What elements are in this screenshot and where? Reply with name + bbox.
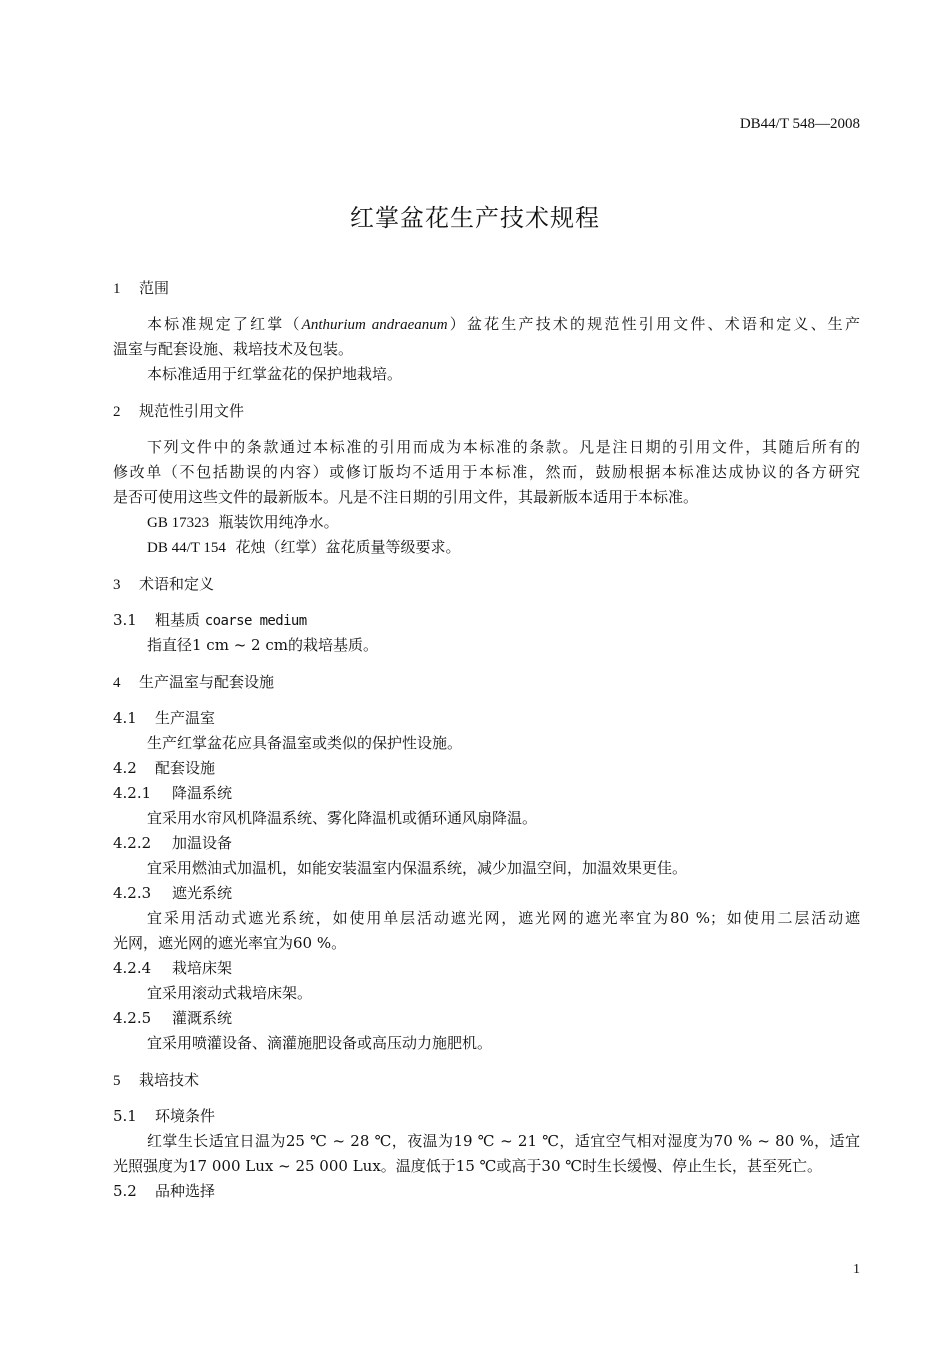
subsection-title: 栽培床架 bbox=[172, 959, 233, 977]
subsection-title: 品种选择 bbox=[155, 1182, 216, 1200]
subsection-number: 4.1 bbox=[113, 709, 137, 727]
reference-code: DB 44/T 154 bbox=[147, 540, 226, 556]
term-definition: 指直径1 cm ~ 2 cm的栽培基质。 bbox=[147, 636, 378, 654]
subsection-number: 4.2.1 bbox=[113, 784, 152, 802]
section-3-heading bbox=[113, 572, 860, 597]
term-english: coarse medium bbox=[204, 613, 307, 629]
subsection-4-1-text: 生产红掌盆花应具备温室或类似的保护性设施。 bbox=[147, 734, 463, 752]
subsection-number: 4.2.3 bbox=[113, 884, 152, 902]
section-number: 3 bbox=[113, 577, 121, 593]
section-2-paragraph-line-1: 下列文件中的条款通过本标准的引用而成为本标准的条款。凡是注日期的引用文件，其随后所有的 bbox=[147, 438, 860, 456]
subsection-4-2-5-heading bbox=[113, 1006, 860, 1031]
section-2-paragraph-line-2: 修改单（不包括勘误的内容）或修订版均不适用于本标准，然而，鼓励根据本标准达成协议的各方研究 bbox=[113, 463, 860, 481]
subsection-4-2-3-text-line-2: 光网，遮光网的遮光率宜为60 %。 bbox=[113, 934, 347, 952]
section-number: 4 bbox=[113, 675, 121, 691]
subsection-4-2-1-text: 宜采用水帘风机降温系统、雾化降温机或循环通风扇降温。 bbox=[147, 809, 538, 827]
subsection-4-1-heading bbox=[113, 706, 860, 731]
subsection-5-1-text-line-2: 光照强度为17 000 Lux ~ 25 000 Lux。温度低于15 ℃或高于30 ℃时生长缓慢、停止生长，甚至死亡。 bbox=[113, 1157, 823, 1175]
text-segment: 本标准规定了红掌（ bbox=[147, 315, 302, 333]
subsection-4-2-1-heading bbox=[113, 781, 860, 806]
subsection-title: 降温系统 bbox=[172, 784, 233, 802]
reference-title: 瓶装饮用纯净水。 bbox=[218, 513, 339, 531]
section-1-heading bbox=[113, 276, 860, 301]
subsection-title: 配套设施 bbox=[155, 759, 216, 777]
subsection-4-2-4-heading bbox=[113, 956, 860, 981]
section-number: 2 bbox=[113, 404, 121, 420]
section-title: 栽培技术 bbox=[139, 1071, 200, 1089]
subsection-5-1-text-line-1: 红掌生长适宜日温为25 ℃ ~ 28 ℃，夜温为19 ℃ ~ 21 ℃，适宜空气相对湿度为70 % ~ 80 %，适宜 bbox=[147, 1132, 860, 1150]
subsection-number: 4.2.4 bbox=[113, 959, 152, 977]
section-2-paragraph-line-3: 是否可使用这些文件的最新版本。凡是不注日期的引用文件，其最新版本适用于本标准。 bbox=[113, 488, 699, 506]
term: 粗基质 bbox=[155, 611, 201, 629]
page-number: 1 bbox=[853, 1262, 860, 1277]
subsection-number: 5.2 bbox=[113, 1182, 137, 1200]
subsection-number: 3.1 bbox=[113, 611, 137, 629]
subsection-4-2-5-text: 宜采用喷灌设备、滴灌施肥设备或高压动力施肥机。 bbox=[147, 1034, 493, 1052]
section-2-heading bbox=[113, 399, 860, 424]
reference-code: GB 17323 bbox=[147, 515, 210, 531]
subsection-number: 4.2.2 bbox=[113, 834, 152, 852]
subsection-4-2-heading bbox=[113, 756, 860, 781]
document-body bbox=[113, 276, 860, 1204]
subsection-number: 4.2.5 bbox=[113, 1009, 152, 1027]
subsection-title: 加温设备 bbox=[172, 834, 233, 852]
subsection-4-2-4-text: 宜采用滚动式栽培床架。 bbox=[147, 984, 313, 1002]
subsection-4-2-3-text-line-1: 宜采用活动式遮光系统，如使用单层活动遮光网，遮光网的遮光率宜为80 %；如使用二层活动遮 bbox=[147, 909, 860, 927]
section-title: 范围 bbox=[139, 279, 170, 297]
subsection-number: 4.2 bbox=[113, 759, 137, 777]
section-title: 生产温室与配套设施 bbox=[139, 673, 275, 691]
section-number: 1 bbox=[113, 281, 121, 297]
latin-name: Anthurium andraeanum bbox=[301, 317, 448, 333]
document-title: 红掌盆花生产技术规程 bbox=[350, 204, 600, 232]
subsection-3-1-heading bbox=[113, 608, 860, 633]
section-title: 规范性引用文件 bbox=[139, 402, 245, 420]
subsection-4-2-2-text: 宜采用燃油式加温机，如能安装温室内保温系统，减少加温空间，加温效果更佳。 bbox=[147, 859, 688, 877]
section-5-heading bbox=[113, 1068, 860, 1093]
subsection-title: 环境条件 bbox=[155, 1107, 216, 1125]
reference-title: 花烛（红掌）盆花质量等级要求。 bbox=[235, 538, 461, 556]
section-title: 术语和定义 bbox=[139, 575, 215, 593]
subsection-title: 生产温室 bbox=[155, 709, 216, 727]
standard-code: DB44/T 548—2008 bbox=[739, 116, 860, 132]
subsection-4-2-3-heading bbox=[113, 881, 860, 906]
subsection-title: 遮光系统 bbox=[172, 884, 233, 902]
subsection-5-2-heading bbox=[113, 1179, 860, 1204]
subsection-5-1-heading bbox=[113, 1104, 860, 1129]
section-4-heading bbox=[113, 670, 860, 695]
text-segment: ）盆花生产技术的规范性引用文件、术语和定义、生产 bbox=[447, 315, 860, 333]
section-1-paragraph-line-1 bbox=[113, 312, 860, 337]
normative-reference-2 bbox=[113, 535, 860, 560]
section-1-paragraph-2: 本标准适用于红掌盆花的保护地栽培。 bbox=[147, 365, 403, 383]
subsection-title: 灌溉系统 bbox=[172, 1009, 233, 1027]
section-1-paragraph-line-2: 温室与配套设施、栽培技术及包装。 bbox=[113, 340, 354, 358]
subsection-4-2-2-heading bbox=[113, 831, 860, 856]
subsection-number: 5.1 bbox=[113, 1107, 137, 1125]
section-number: 5 bbox=[113, 1073, 121, 1089]
normative-reference-1 bbox=[113, 510, 860, 535]
